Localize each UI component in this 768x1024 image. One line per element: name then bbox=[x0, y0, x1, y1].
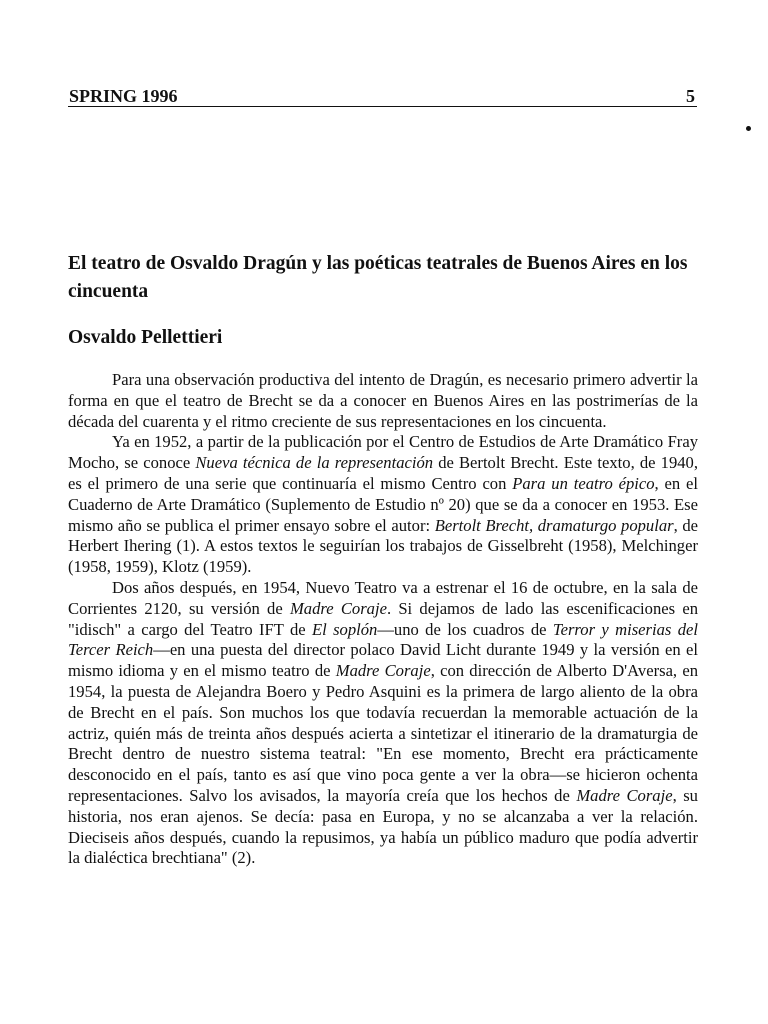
paragraph-text: , en el Cuaderno de Arte Dramático (Suplemento de Estudio nº 20) que se da a conocer en 1953. Ese mismo año se publica el primer ensayo sobre el autor: bbox=[68, 473, 698, 535]
article-author: Osvaldo Pellettieri bbox=[68, 327, 223, 348]
running-head bbox=[68, 86, 697, 107]
paragraph-text: , de Herbert Ihering (1). A estos textos le seguirían los trabajos de Gisselbreht (1958), Melchinger (1958, 1959), Klotz (1959). bbox=[68, 515, 698, 577]
paragraph-3 bbox=[68, 578, 698, 869]
paragraph-text: . Si dejamos de lado las escenificaciones en "idisch" a cargo del Teatro IFT de bbox=[68, 598, 698, 639]
paragraph-text: de Bertolt Brecht. Este texto, de 1940, es el primero de una serie que continuaría el mismo Centro con bbox=[68, 453, 698, 493]
work-title: Para un teatro épico bbox=[512, 473, 655, 493]
work-title: Madre Coraje bbox=[576, 785, 673, 805]
work-title: Terror y miserias del Tercer Reich bbox=[68, 619, 698, 660]
journal-issue: SPRING 1996 bbox=[69, 86, 178, 106]
paragraph-text: Para una observación productiva del intento de Dragún, es necesario primero advertir la forma en que el teatro de Brecht se da a conocer en Buenos Aires en las postrimerías de la década del cuarenta y el ritmo creciente de sus representaciones en los cincuenta. bbox=[68, 370, 698, 431]
work-title: Bertolt Brecht, dramaturgo popular bbox=[434, 515, 674, 535]
paragraph-1 bbox=[68, 370, 698, 432]
paragraph-text: —en una puesta del director polaco David Licht durante 1949 y la versión en el mismo idioma y en el mismo teatro de bbox=[68, 640, 698, 681]
paragraph-text: Dos años después, en 1954, Nuevo Teatro va a estrenar el 16 de octubre, en la sala de Corrientes 2120, su versión de bbox=[68, 577, 698, 618]
page-number: 5 bbox=[686, 86, 695, 106]
article-body bbox=[68, 370, 698, 869]
paragraph-text: Ya en 1952, a partir de la publicación por el Centro de Estudios de Arte Dramático Fray Mocho, se conoce bbox=[68, 432, 698, 473]
paragraph-text: —uno de los cuadros de bbox=[377, 619, 553, 639]
work-title: Madre Coraje bbox=[289, 598, 387, 618]
speck-mark bbox=[746, 126, 751, 131]
paragraph-text: , su historia, nos eran ajenos. Se decía: pasa en Europa, y no se alcanzaba a ver la relación. Dieciseis años después, cuando la repusimos, ya había un público maduro que podía advertir la dialéctica brechtiana" (2). bbox=[68, 785, 698, 868]
article-title: El teatro de Osvaldo Dragún y las poéticas teatrales de Buenos Aires en los cincuenta bbox=[68, 253, 688, 302]
paragraph-2 bbox=[68, 432, 698, 578]
work-title: Madre Coraje bbox=[335, 661, 431, 681]
paragraph-text: , con dirección de Alberto D'Aversa, en 1954, la puesta de Alejandra Boero y Pedro Asquini es la primera de largo aliento de la obra de Brecht en el país. Son muchos los que todavía recuerdan la memorable actuación de la actriz, quién más de treinta años después acierta a sintetizar el itinerario de la dramaturgia de Brecht dentro de nuestro sistema teatral: "En ese momento, Brecht era prácticamente desconocido en el país, tanto es así que vino poca gente a ver la obra—se hicieron ochenta representaciones. Salvo los avisados, la mayoría creía que los hechos de bbox=[68, 661, 698, 805]
work-title: Nueva técnica de la representación bbox=[195, 453, 434, 473]
work-title: El soplón bbox=[311, 619, 378, 639]
